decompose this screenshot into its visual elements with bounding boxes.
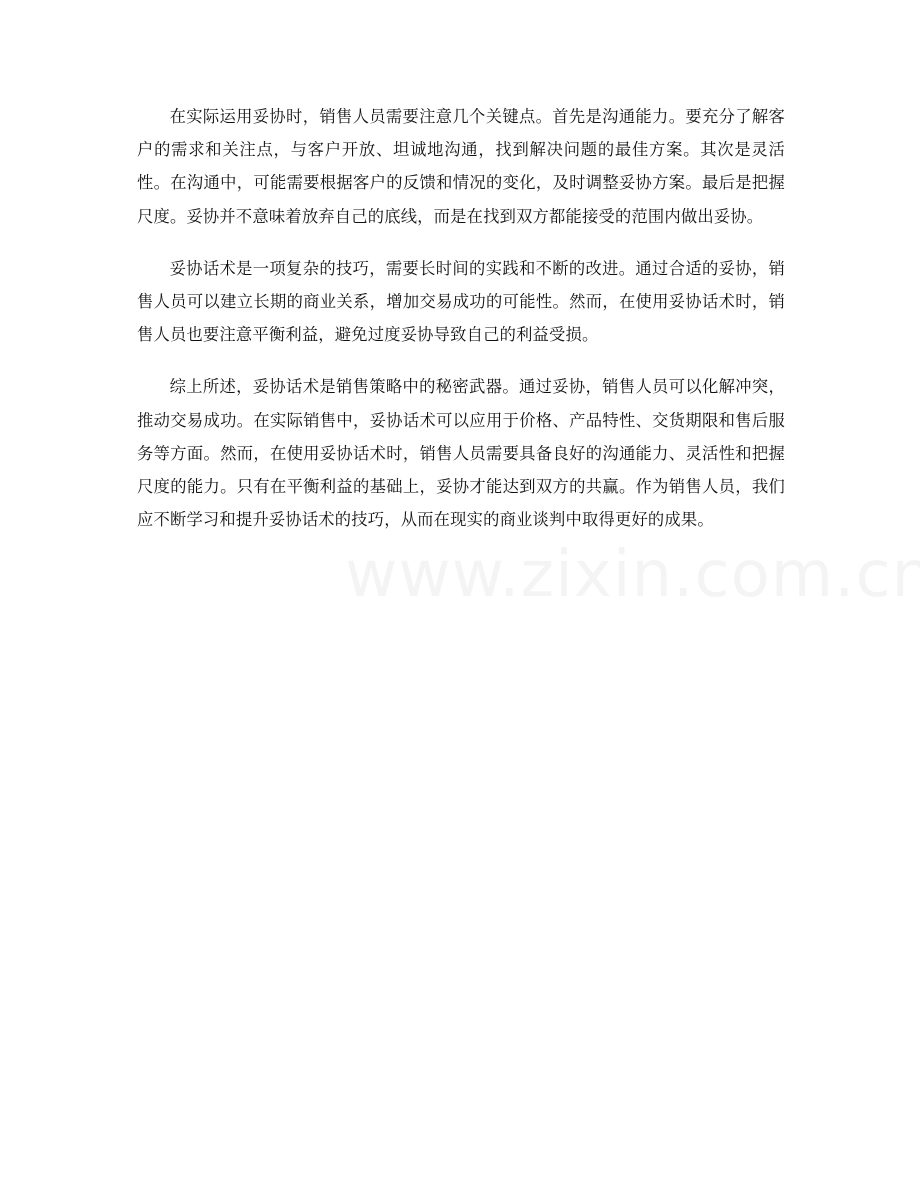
paragraph-1: 在实际运用妥协时，销售人员需要注意几个关键点。首先是沟通能力。要充分了解客户的需求和关注点，与客户开放、坦诚地沟通，找到解决问题的最佳方案。其次是灵活性。在沟通中，可能需要根据客户的反馈和情况的变化，及时调整妥协方案。最后是把握尺度。妥协并不意味着放弃自己的底线，而是在找到双方都能接受的范围内做出妥协。 xyxy=(137,107,785,226)
paragraph-2: 妥协话术是一项复杂的技巧，需要长时间的实践和不断的改进。通过合适的妥协，销售人员可以建立长期的商业关系，增加交易成功的可能性。然而，在使用妥协话术时，销售人员也要注意平衡利益，避免过度妥协导致自己的利益受损。 xyxy=(137,258,785,345)
paragraph-3: 综上所述，妥协话术是销售策略中的秘密武器。通过妥协，销售人员可以化解冲突，推动交易成功。在实际销售中，妥协话术可以应用于价格、产品特性、交货期限和售后服务等方面。然而，在使用妥协话术时，销售人员需要具备良好的沟通能力、灵活性和把握尺度的能力。只有在平衡利益的基础上，妥协才能达到双方的共赢。作为销售人员，我们应不断学习和提升妥协话术的技巧，从而在现实的商业谈判中取得更好的成果。 xyxy=(137,377,785,530)
document-body xyxy=(137,100,785,555)
